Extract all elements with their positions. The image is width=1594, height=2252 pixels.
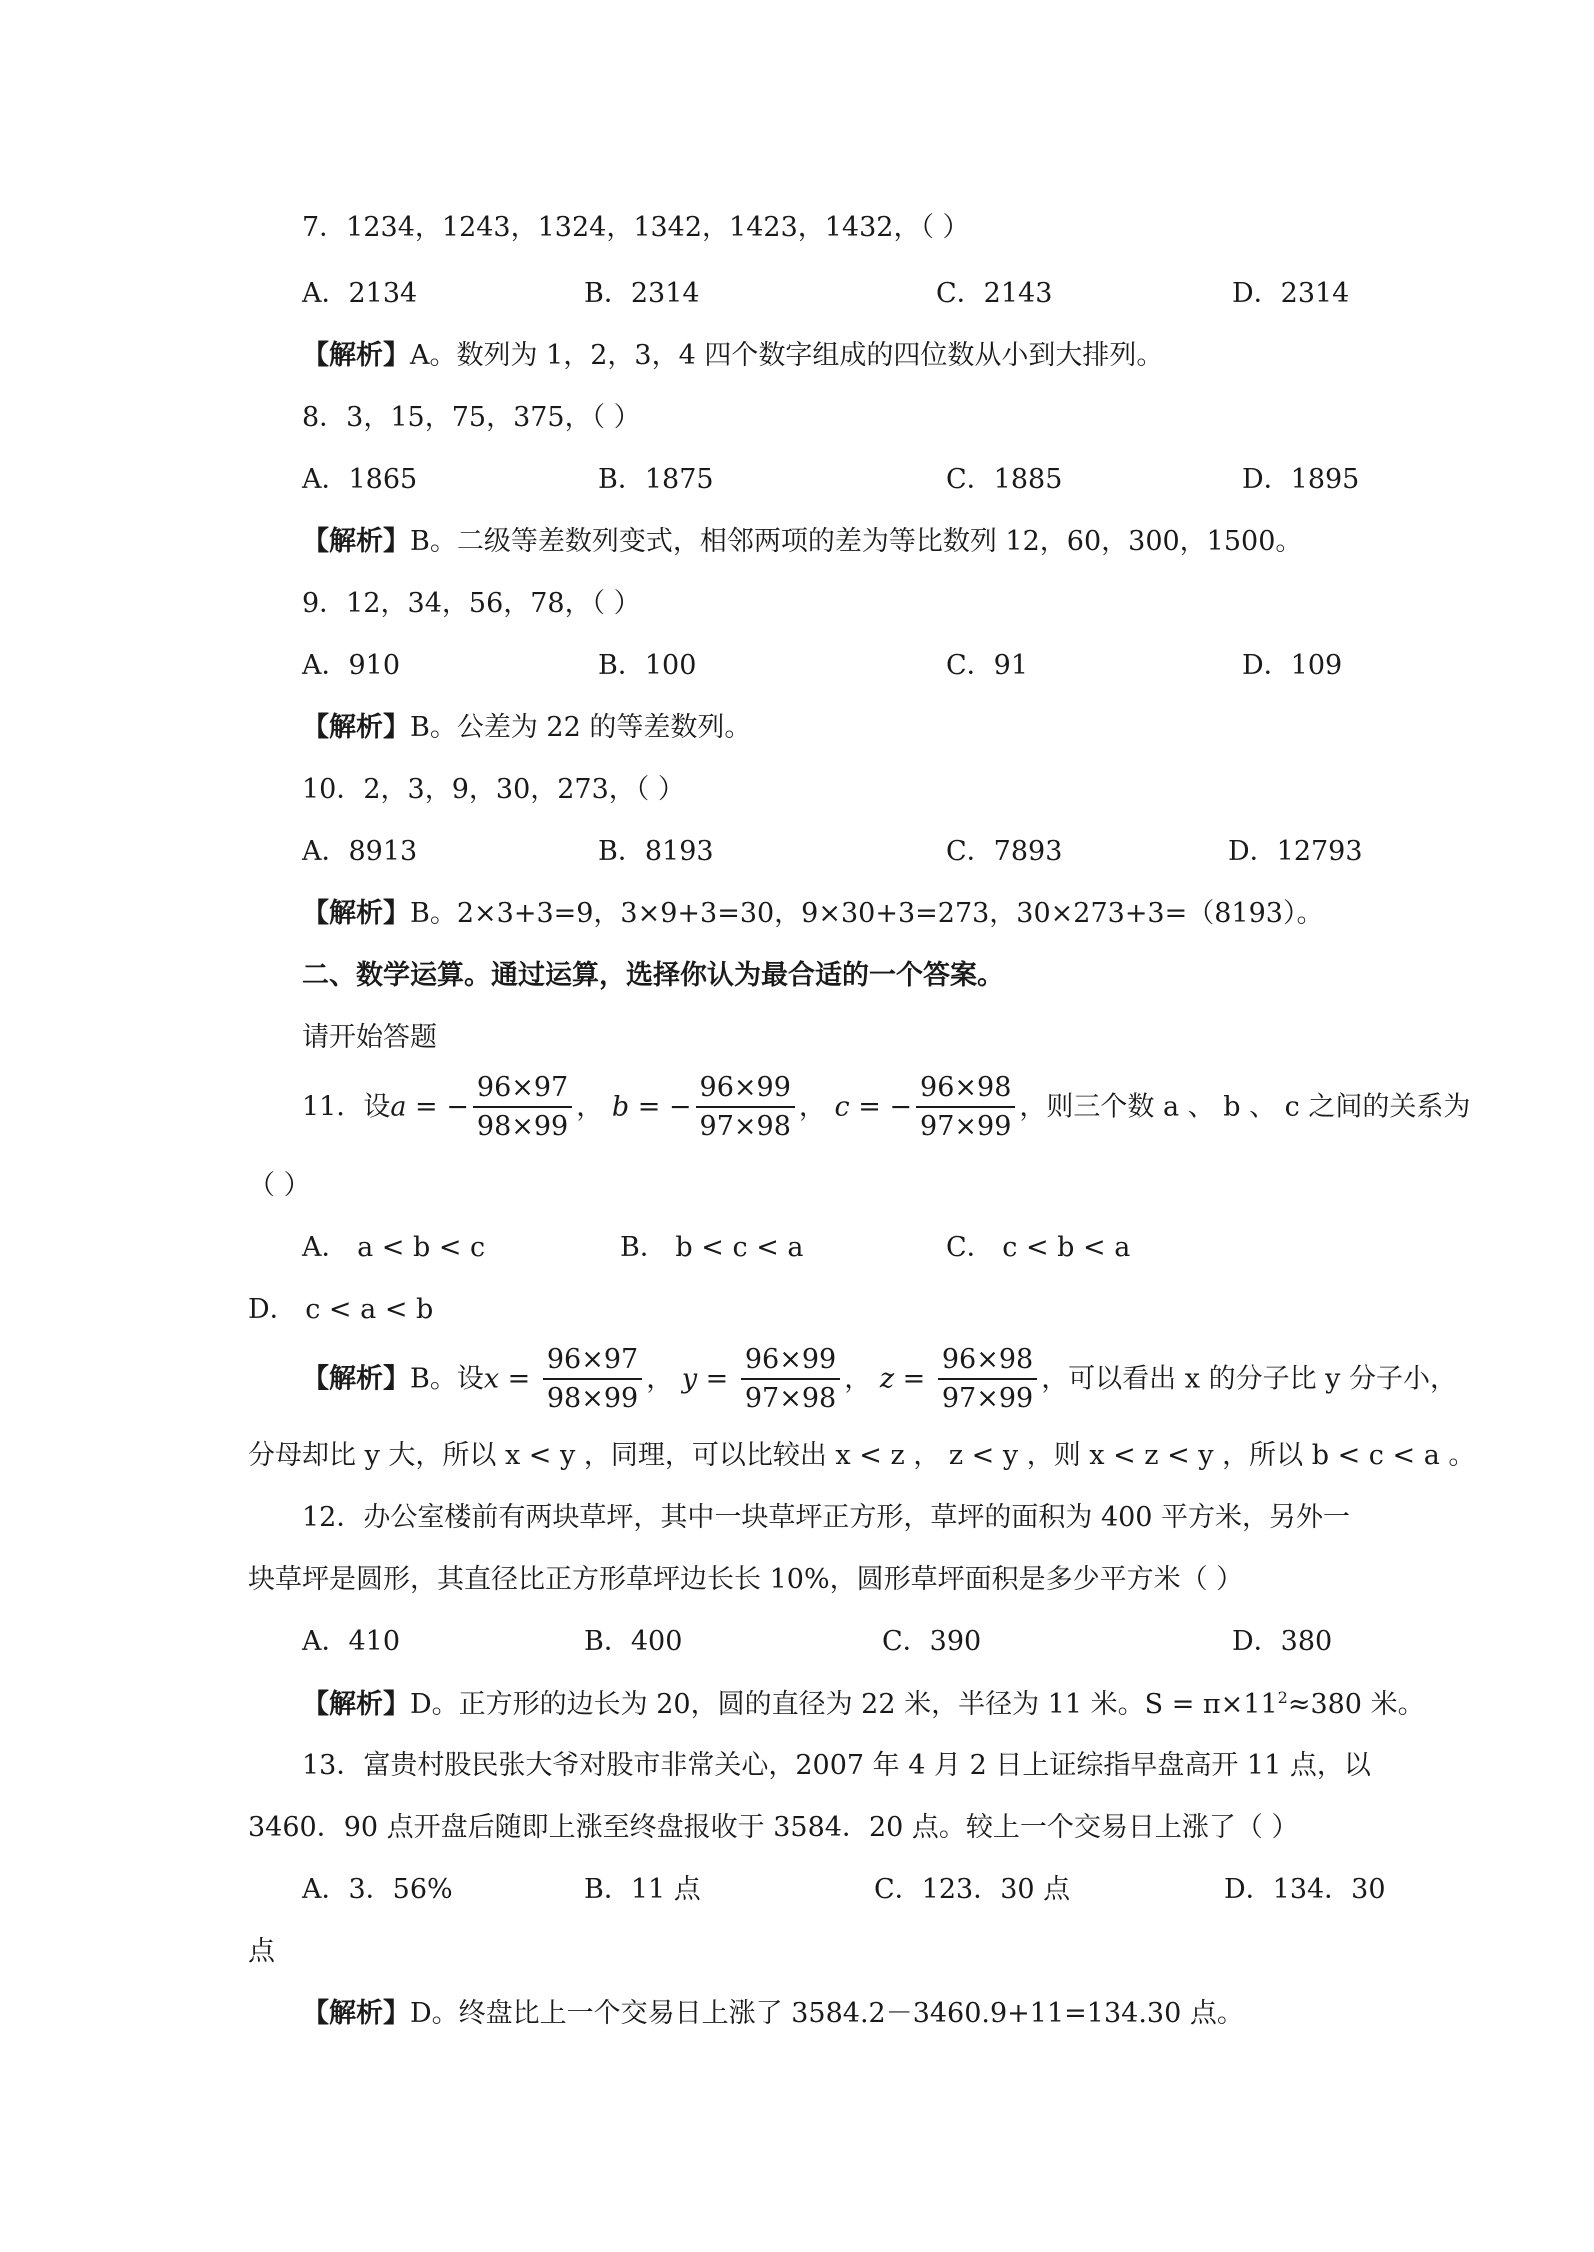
fraction-x [543,1344,642,1416]
fraction-c [916,1072,1015,1144]
var-y: y [681,1363,698,1395]
q10-option-c: C．7893 [946,836,1063,867]
answer-text: B。2×3+3=9，3×9+3=30，9×30+3=273，30×273+3=（8193）。 [410,898,1324,929]
q13-option-d: D．134．30 [1224,1874,1386,1905]
q10-stem: 10．2，3，9，30，273，（ ） [302,774,685,805]
q11-answer [302,1344,1457,1416]
q13-stem-line1: 13．富贵村股民张大爷对股市非常关心，2007 年 4 月 2 日上证综指早盘高开 11 点，以 [302,1750,1371,1781]
q13-stem-line2: 3460．90 点开盘后随即上涨至终盘报收于 3584．20 点。较上一个交易日上涨了（ ） [248,1812,1299,1843]
answer-tag: 【解析】 [302,526,410,557]
fraction-b [696,1072,795,1144]
q12-answer [302,1688,1425,1721]
fraction-a [473,1072,572,1144]
q10-option-b: B．8193 [598,836,714,867]
sep: ， [646,1363,674,1395]
q8-option-b: B．1875 [598,464,714,495]
frac-num: 96×98 [938,1344,1037,1380]
answer-tail: ，可以看出 x 的分子比 y 分子小， [1041,1363,1457,1395]
answer-text: A。数列为 1，2，3，4 四个数字组成的四位数从小到大排列。 [410,340,1164,371]
q12-option-c: C．390 [882,1626,982,1657]
var-x: x [483,1363,500,1395]
q12-option-b: B．400 [584,1626,683,1657]
frac-den: 98×99 [546,1383,639,1415]
superscript: 2 [1277,1688,1288,1707]
q13-answer [302,1998,1244,2030]
q9-stem: 9．12，34，56，78，（ ） [302,588,641,619]
eq: = [697,1363,737,1395]
var-a: a [390,1091,407,1123]
answer-text: D。终盘比上一个交易日上涨了 3584.2－3460.9+11=134.30 点。 [410,1998,1244,2029]
q11-prefix: 11．设 [302,1091,391,1123]
answer-tag: 【解析】 [302,1998,410,2029]
q12-option-a: A．410 [302,1626,401,1657]
q9-option-d: D．109 [1242,650,1343,681]
frac-num: 96×99 [696,1072,795,1108]
answer-tag: 【解析】 [302,898,410,929]
q13-option-b: B．11 点 [584,1874,701,1905]
sep: ， [798,1091,826,1123]
answer-text: D。正方形的边长为 20，圆的直径为 22 米，半径为 11 米。S = π×11 [410,1689,1278,1720]
q9-option-b: B．100 [598,650,697,681]
q13-option-c: C．123．30 点 [874,1874,1071,1905]
q11-option-a: A． a < b < c [302,1232,486,1263]
fraction-y [741,1344,840,1416]
frac-num: 96×97 [543,1344,642,1380]
var-b: b [611,1091,630,1123]
q7-option-b: B．2314 [584,278,700,309]
sep: ， [844,1363,872,1395]
sep: ， [576,1091,604,1123]
frac-den: 97×98 [744,1383,837,1415]
q9-option-a: A．910 [302,650,401,681]
q11-tail: ，则三个数 a 、 b 、 c 之间的关系为 [1019,1091,1471,1123]
q7-option-d: D．2314 [1232,278,1350,309]
frac-den: 97×98 [699,1111,791,1143]
q11-option-c: C． c < b < a [946,1232,1131,1263]
eq-neg: = − [406,1091,469,1123]
frac-num: 96×99 [741,1344,840,1380]
answer-tag: 【解析】 [302,712,410,743]
q7-answer [302,340,1163,372]
section-heading: 二、数学运算。通过运算，选择你认为最合适的一个答案。 [302,960,1004,991]
q9-answer [302,712,751,744]
q12-stem-line1: 12．办公室楼前有两块草坪，其中一块草坪正方形，草坪的面积为 400 平方米，另外一 [302,1502,1351,1533]
q7-stem: 7．1234，1243，1324，1342，1423，1432，（ ） [302,212,970,243]
answer-tag: 【解析】 [302,1363,410,1395]
q10-option-d: D．12793 [1228,836,1363,867]
eq: = [894,1363,934,1395]
q7-option-a: A．2134 [302,278,418,309]
q12-stem-line2: 块草坪是圆形，其直径比正方形草坪边长长 10%，圆形草坪面积是多少平方米（ ） [248,1564,1244,1595]
q8-option-c: C．1885 [946,464,1063,495]
frac-den: 97×99 [920,1111,1012,1143]
answer-lead: B。设 [410,1363,484,1395]
answer-tag: 【解析】 [302,1689,410,1720]
q10-answer [302,898,1323,930]
eq: = [499,1363,539,1395]
frac-num: 96×97 [473,1072,572,1108]
q8-answer [302,526,1302,558]
frac-den: 97×99 [941,1383,1034,1415]
q11-answer-line2: 分母却比 y 大，所以 x < y ，同理，可以比较出 x < z ， z < y ，则 x < z < y ，所以 b < c < a 。 [248,1440,1476,1471]
q8-option-a: A．1865 [302,464,418,495]
q13-option-a: A．3．56% [302,1874,453,1905]
q13-option-wrap: 点 [248,1936,275,1967]
q11-option-b: B． b < c < a [620,1232,804,1263]
q8-option-d: D．1895 [1242,464,1360,495]
section-start-prompt: 请开始答题 [302,1022,437,1053]
answer-text: B。二级等差数列变式，相邻两项的差为等比数列 12，60，300，1500。 [410,526,1303,557]
answer-end: ≈380 米。 [1287,1689,1425,1720]
q12-option-d: D．380 [1232,1626,1333,1657]
q10-option-a: A．8913 [302,836,418,867]
q8-stem: 8．3，15，75，375，（ ） [302,402,641,433]
frac-den: 98×99 [476,1111,569,1143]
q7-option-c: C．2143 [936,278,1053,309]
answer-text: B。公差为 22 的等差数列。 [410,712,752,743]
frac-num: 96×98 [916,1072,1015,1108]
q11-paren: （ ） [248,1170,311,1201]
fraction-z [938,1344,1037,1416]
var-z: z [879,1363,895,1395]
q9-option-c: C．91 [946,650,1029,681]
eq-neg: = − [849,1091,913,1123]
var-c: c [834,1091,850,1123]
q11-stem [302,1072,1470,1144]
answer-tag: 【解析】 [302,340,410,371]
eq-neg: = − [629,1091,692,1123]
q11-option-d: D． c < a < b [248,1294,434,1325]
